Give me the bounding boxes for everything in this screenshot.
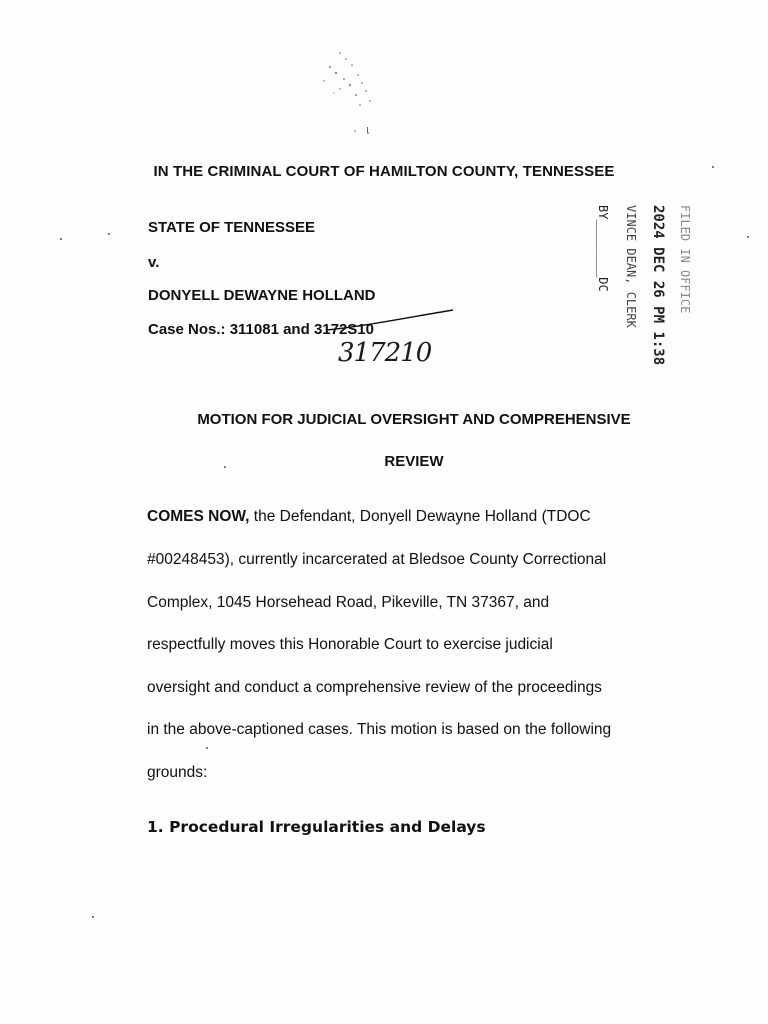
handwritten-case-number: 317210 [338,338,432,368]
body-line-3: Complex, 1045 Horsehead Road, Pikeville, TN 37367, and [147,594,550,611]
comes-now: COMES NOW, [147,508,250,525]
court-heading: IN THE CRIMINAL COURT OF HAMILTON COUNTY, TENNESSEE [153,163,615,180]
section-1-heading: 1. Procedural Irregularities and Delays [147,818,486,836]
body-line-1: COMES NOW, the Defendant, Donyell Dewayne Holland (TDOC [147,508,591,525]
caption-versus: v. [148,254,160,271]
strike-through-mark [325,306,455,336]
scan-dot [747,236,749,238]
case-numbers-label: Case Nos.: 311081 and [148,321,314,338]
scan-dot [712,166,714,168]
body-line-7: grounds: [147,764,208,781]
motion-title-line-2: REVIEW [384,453,444,470]
filing-stamp [590,205,700,365]
body-line-5: oversight and conduct a comprehensive review of the proceedings [147,679,602,696]
scan-dot [60,238,62,240]
stamp-filed-in-office: FILED IN OFFICE [678,205,692,314]
stamp-by-line: BY________DC [596,205,610,292]
caption-defendant: DONYELL DEWAYNE HOLLAND [148,287,376,304]
body-line-6: in the above-captioned cases. This motion is based on the following [147,721,612,738]
scan-speckle [300,45,390,140]
stamp-clerk: VINCE DEAN, CLERK [624,205,638,328]
struck-case-number: 3172S10 [313,321,374,338]
scan-dot [206,747,208,749]
body-line-2: #00248453), currently incarcerated at Bledsoe County Correctional [147,551,607,568]
scan-dot [224,466,226,468]
motion-title-line-1: MOTION FOR JUDICIAL OVERSIGHT AND COMPREHENSIVE [197,411,631,428]
body-line-4: respectfully moves this Honorable Court to exercise judicial [147,636,553,653]
scan-dot [108,233,110,235]
caption-plaintiff: STATE OF TENNESSEE [148,219,315,236]
scan-dot [92,916,94,918]
stamp-date-time: 2024 DEC 26 PM 1:38 [650,205,666,366]
